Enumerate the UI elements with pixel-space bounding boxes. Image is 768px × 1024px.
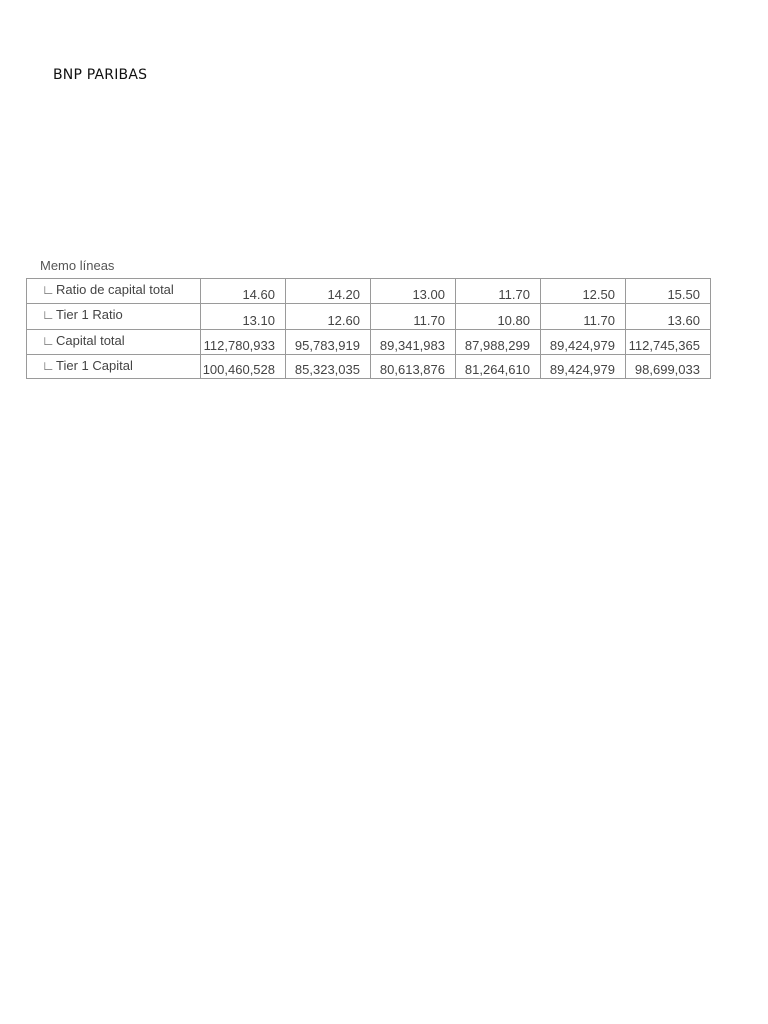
company-title: BNP PARIBAS	[53, 67, 148, 83]
table-cell: 12.60	[286, 304, 371, 330]
row-label-cell	[27, 304, 201, 330]
table-cell: 13.60	[626, 304, 711, 330]
tree-branch-icon: ∟	[42, 333, 55, 348]
table-cell: 15.50	[626, 279, 711, 304]
table-cell: 11.70	[371, 304, 456, 330]
table-row-capital-total	[27, 330, 711, 355]
table-cell: 95,783,919	[286, 330, 371, 355]
table-cell: 11.70	[456, 279, 541, 304]
table-row-tier-1-ratio	[27, 304, 711, 330]
table-cell: 100,460,528	[201, 355, 286, 379]
row-label-cell	[27, 279, 201, 304]
table-cell: 14.20	[286, 279, 371, 304]
table-cell: 85,323,035	[286, 355, 371, 379]
row-label: Tier 1 Ratio	[56, 307, 123, 322]
table-cell: 12.50	[541, 279, 626, 304]
row-label-cell	[27, 355, 201, 379]
table-row-tier-1-capital	[27, 355, 711, 379]
row-label: Capital total	[56, 333, 125, 348]
table-cell: 89,341,983	[371, 330, 456, 355]
table-cell: 14.60	[201, 279, 286, 304]
table-cell: 80,613,876	[371, 355, 456, 379]
tree-branch-icon: ∟	[42, 358, 55, 373]
table-cell: 13.10	[201, 304, 286, 330]
table-cell: 89,424,979	[541, 330, 626, 355]
memo-table	[26, 278, 711, 379]
table-row-ratio-capital-total	[27, 279, 711, 304]
table-cell: 112,780,933	[201, 330, 286, 355]
row-label-cell	[27, 330, 201, 355]
table-cell: 98,699,033	[626, 355, 711, 379]
table-cell: 13.00	[371, 279, 456, 304]
memo-section-label: Memo líneas	[40, 258, 115, 273]
table-cell: 11.70	[541, 304, 626, 330]
row-label: Ratio de capital total	[56, 282, 174, 297]
table-cell: 81,264,610	[456, 355, 541, 379]
row-label: Tier 1 Capital	[56, 358, 133, 373]
tree-branch-icon: ∟	[42, 282, 55, 297]
table-cell: 112,745,365	[626, 330, 711, 355]
table-cell: 10.80	[456, 304, 541, 330]
table-cell: 87,988,299	[456, 330, 541, 355]
table-cell: 89,424,979	[541, 355, 626, 379]
tree-branch-icon: ∟	[42, 307, 55, 322]
